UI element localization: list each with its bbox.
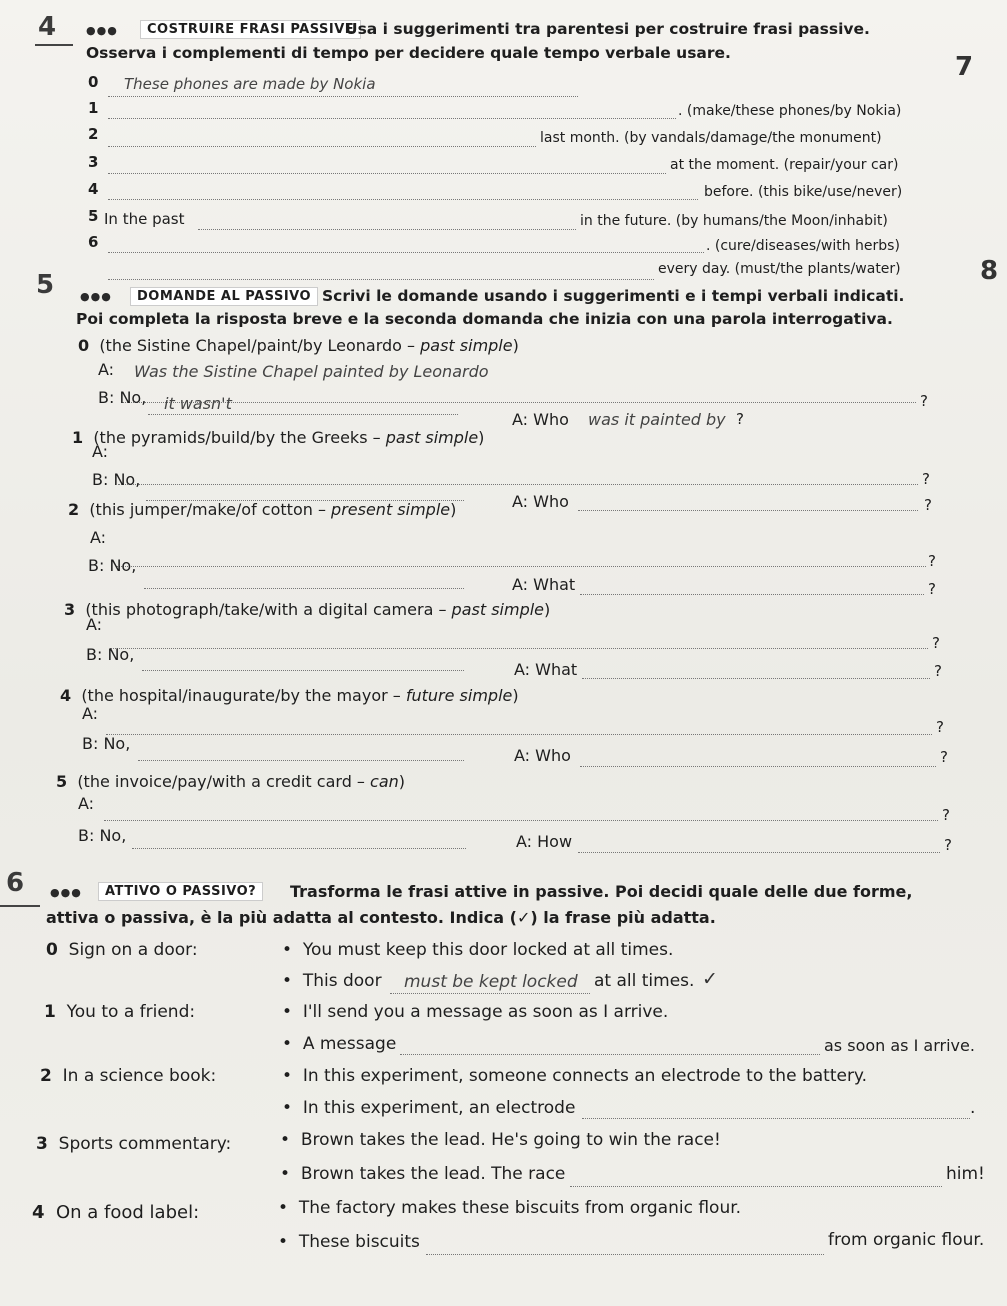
item-number: 5: [88, 207, 99, 225]
prompt-text: (the invoice/pay/with a credit card –: [77, 772, 371, 791]
question-mark: ?: [924, 496, 932, 514]
question-mark: ?: [928, 552, 936, 570]
exercise-5-badge: DOMANDE AL PASSIVO: [130, 287, 318, 306]
margin-number: 8: [980, 256, 999, 286]
exercise-6-number: 6: [6, 868, 25, 898]
active-sentence: • In this experiment, someone connects an electrode to the battery.: [282, 1066, 867, 1086]
passive-prefix: These biscuits: [298, 1232, 420, 1252]
answer-line[interactable]: [580, 594, 924, 595]
prompt-text: (the hospital/inaugurate/by the mayor –: [81, 686, 406, 705]
b-label: B: No,: [82, 734, 131, 753]
tense-label: past simple: [385, 428, 479, 447]
answer-line[interactable]: [104, 820, 938, 821]
exercise-5-instruction-2: Poi completa la risposta breve e la seconda domanda che inizia con una parola interrogativa.: [76, 310, 893, 328]
exercise-4-instruction: Usa i suggerimenti tra parentesi per costruire frasi passive.: [345, 20, 870, 38]
answer-line[interactable]: [108, 146, 536, 147]
exercise-6-badge: ATTIVO O PASSIVO?: [98, 882, 263, 901]
prompt-text: (this jumper/make/of cotton –: [89, 500, 332, 519]
item-number: 3: [64, 600, 76, 619]
answer-text[interactable]: These phones are made by Nokia: [124, 75, 376, 93]
a-label: A:: [98, 360, 115, 379]
answer-line[interactable]: [108, 279, 654, 280]
context-label: You to a friend:: [66, 1002, 196, 1022]
question-mark: ?: [920, 392, 928, 410]
answer-line[interactable]: [108, 173, 666, 174]
item-number: 3: [36, 1134, 48, 1154]
exercise-4-number: 4: [38, 12, 57, 42]
question-mark: ?: [940, 748, 948, 766]
passive-prefix: Brown takes the lead. The race: [300, 1164, 566, 1184]
passive-sentence: • Brown takes the lead. The race: [280, 1164, 566, 1184]
answer-line[interactable]: [132, 848, 466, 849]
answer-line[interactable]: [108, 118, 676, 119]
exercise-4-instruction-2: Osserva i complementi di tempo per decidere quale tempo verbale usare.: [86, 44, 731, 62]
question-label: A: What: [512, 575, 576, 594]
item-number: 4: [32, 1202, 45, 1223]
item-prompt: 1 (the pyramids/build/by the Greeks – past simple): [72, 428, 485, 447]
answer-text[interactable]: Was the Sistine Chapel painted by Leonardo: [134, 362, 489, 381]
prompt-text: before. (this bike/use/never): [704, 184, 903, 200]
item-number: 1: [44, 1002, 56, 1022]
active-sentence: • The factory makes these biscuits from organic flour.: [278, 1198, 742, 1218]
question-mark: ?: [936, 718, 944, 736]
difficulty-dots: ●●●: [80, 290, 112, 303]
question-mark: ?: [942, 806, 950, 824]
item-number: 0: [78, 336, 90, 355]
tense-label: can: [370, 772, 399, 791]
answer-line[interactable]: [108, 252, 704, 253]
answer-line[interactable]: [570, 1186, 942, 1187]
item-prompt: 4 (the hospital/inaugurate/by the mayor – future simple): [60, 686, 519, 705]
answer-line[interactable]: [116, 566, 926, 567]
exercise-4-badge: COSTRUIRE FRASI PASSIVE: [140, 20, 361, 39]
a-label: A:: [82, 704, 99, 723]
prompt-text: (the Sistine Chapel/paint/by Leonardo –: [99, 336, 421, 355]
item-context: [40, 1066, 216, 1086]
prompt-text: in the future. (by humans/the Moon/inhabit): [580, 213, 888, 229]
prompt-text: last month. (by vandals/damage/the monument): [540, 130, 882, 146]
answer-line[interactable]: [138, 760, 464, 761]
tense-label: past simple: [420, 336, 513, 355]
answer-line: [122, 402, 916, 403]
prompt-text: (the pyramids/build/by the Greeks –: [93, 428, 386, 447]
b-label: B: No,: [78, 826, 127, 845]
context-label: On a food label:: [55, 1202, 200, 1223]
question-mark: ?: [934, 662, 942, 680]
answer-text[interactable]: was it painted by: [588, 410, 726, 429]
exercise-number-underline: [35, 44, 73, 46]
a-label: A:: [86, 615, 103, 634]
answer-line[interactable]: [578, 510, 918, 511]
active-text: In this experiment, someone connects an electrode to the battery.: [302, 1066, 867, 1086]
passive-sentence: • These biscuits: [278, 1232, 420, 1252]
active-text: I'll send you a message as soon as I arrive.: [302, 1002, 669, 1022]
item-prompt: 5 (the invoice/pay/with a credit card – can): [56, 772, 406, 791]
prompt-text: at the moment. (repair/your car): [670, 157, 899, 173]
answer-line[interactable]: [144, 588, 464, 589]
prompt-text: In the past: [104, 210, 185, 228]
item-context: [32, 1202, 199, 1223]
active-text: You must keep this door locked at all times.: [302, 940, 674, 960]
passive-suffix: .: [970, 1098, 976, 1118]
margin-number: 7: [955, 52, 974, 82]
answer-line[interactable]: [110, 648, 928, 649]
answer-line: [390, 993, 590, 994]
answer-line[interactable]: [400, 1054, 820, 1055]
item-number: 1: [72, 428, 84, 447]
question-label: A: Who: [512, 492, 569, 511]
prompt-text: . (make/these phones/by Nokia): [678, 103, 902, 119]
prompt-text: (this photograph/take/with a digital camera –: [85, 600, 452, 619]
answer-line[interactable]: [582, 1118, 970, 1119]
tense-label: future simple: [405, 686, 513, 705]
item-number: 4: [88, 180, 99, 198]
item-context: [36, 1134, 231, 1154]
item-number: 4: [60, 686, 72, 705]
passive-sentence: • This door: [282, 971, 382, 991]
item-number: 1: [88, 99, 99, 117]
difficulty-dots: ●●●: [86, 24, 118, 37]
prompt-text: every day. (must/the plants/water): [658, 261, 901, 277]
b-label: B: No,: [86, 645, 135, 664]
prompt-text: . (cure/diseases/with herbs): [706, 238, 900, 254]
answer-line[interactable]: [118, 484, 918, 485]
passive-suffix: as soon as I arrive.: [824, 1036, 975, 1055]
item-number: 2: [88, 125, 99, 143]
passive-suffix: at all times.: [594, 971, 695, 991]
exercise-6-instruction-2: attiva o passiva, è la più adatta al contesto. Indica (✓) la frase più adatta.: [46, 908, 716, 927]
question-label: A: Who: [512, 410, 569, 429]
active-sentence: • I'll send you a message as soon as I arrive.: [282, 1002, 669, 1022]
question-mark: ?: [944, 836, 952, 854]
exercise-6-instruction: Trasforma le frasi attive in passive. Poi decidi quale delle due forme,: [290, 882, 913, 901]
active-text: The factory makes these biscuits from organic flour.: [298, 1198, 742, 1218]
context-label: In a science book:: [62, 1066, 217, 1086]
active-sentence: • You must keep this door locked at all times.: [282, 940, 674, 960]
answer-line[interactable]: [106, 734, 932, 735]
a-label: A:: [78, 794, 95, 813]
item-prompt: 2 (this jumper/make/of cotton – present simple): [68, 500, 457, 519]
a-label: A:: [90, 528, 107, 547]
answer-text[interactable]: must be kept locked: [404, 972, 578, 992]
exercise-5-instruction: Scrivi le domande usando i suggerimenti e i tempi verbali indicati.: [322, 287, 905, 305]
context-label: Sports commentary:: [58, 1134, 232, 1154]
answer-text[interactable]: it wasn't: [164, 394, 232, 413]
item-number: 2: [40, 1066, 52, 1086]
active-sentence: • Brown takes the lead. He's going to win the race!: [280, 1130, 721, 1150]
passive-prefix: This door: [302, 971, 382, 991]
passive-prefix: In this experiment, an electrode: [302, 1098, 576, 1118]
question-mark: ?: [736, 410, 744, 428]
answer-line: [108, 96, 578, 97]
item-prompt: 3 (this photograph/take/with a digital camera – past simple): [64, 600, 551, 619]
item-context: [46, 940, 198, 960]
answer-line[interactable]: [198, 229, 576, 230]
answer-line[interactable]: [108, 199, 698, 200]
exercise-number-underline: [0, 905, 40, 907]
question-label: A: What: [514, 660, 578, 679]
answer-line[interactable]: [426, 1254, 824, 1255]
active-text: Brown takes the lead. He's going to win the race!: [300, 1130, 721, 1150]
item-number: 5: [56, 772, 68, 791]
item-number: 2: [68, 500, 80, 519]
passive-sentence: • A message: [282, 1034, 397, 1054]
question-label: A: How: [516, 832, 573, 851]
passive-suffix: him!: [946, 1164, 985, 1184]
question-mark: ?: [922, 470, 930, 488]
b-label: B: No,: [92, 470, 141, 489]
context-label: Sign on a door:: [68, 940, 198, 960]
answer-line[interactable]: [142, 670, 464, 671]
passive-prefix: A message: [302, 1034, 397, 1054]
tense-label: past simple: [451, 600, 545, 619]
item-prompt: 0 (the Sistine Chapel/paint/by Leonardo – past simple): [78, 336, 519, 355]
b-label: B: No,: [88, 556, 137, 575]
difficulty-dots: ●●●: [50, 886, 82, 899]
passive-sentence: • In this experiment, an electrode: [282, 1098, 576, 1118]
answer-line[interactable]: [582, 678, 930, 679]
item-number: 0: [88, 73, 99, 91]
check-mark[interactable]: ✓: [702, 968, 718, 990]
answer-line[interactable]: [578, 852, 940, 853]
item-context: [44, 1002, 195, 1022]
item-number: 3: [88, 153, 99, 171]
item-number: 6: [88, 233, 99, 251]
exercise-5-number: 5: [36, 270, 55, 300]
item-number: 0: [46, 940, 58, 960]
question-mark: ?: [932, 634, 940, 652]
answer-line[interactable]: [580, 766, 936, 767]
question-label: A: Who: [514, 746, 571, 765]
a-label: A:: [92, 442, 109, 461]
tense-label: present simple: [331, 500, 451, 519]
answer-line: [148, 414, 458, 415]
passive-suffix: from organic flour.: [828, 1230, 985, 1250]
b-label: B: No,: [98, 388, 147, 407]
question-mark: ?: [928, 580, 936, 598]
